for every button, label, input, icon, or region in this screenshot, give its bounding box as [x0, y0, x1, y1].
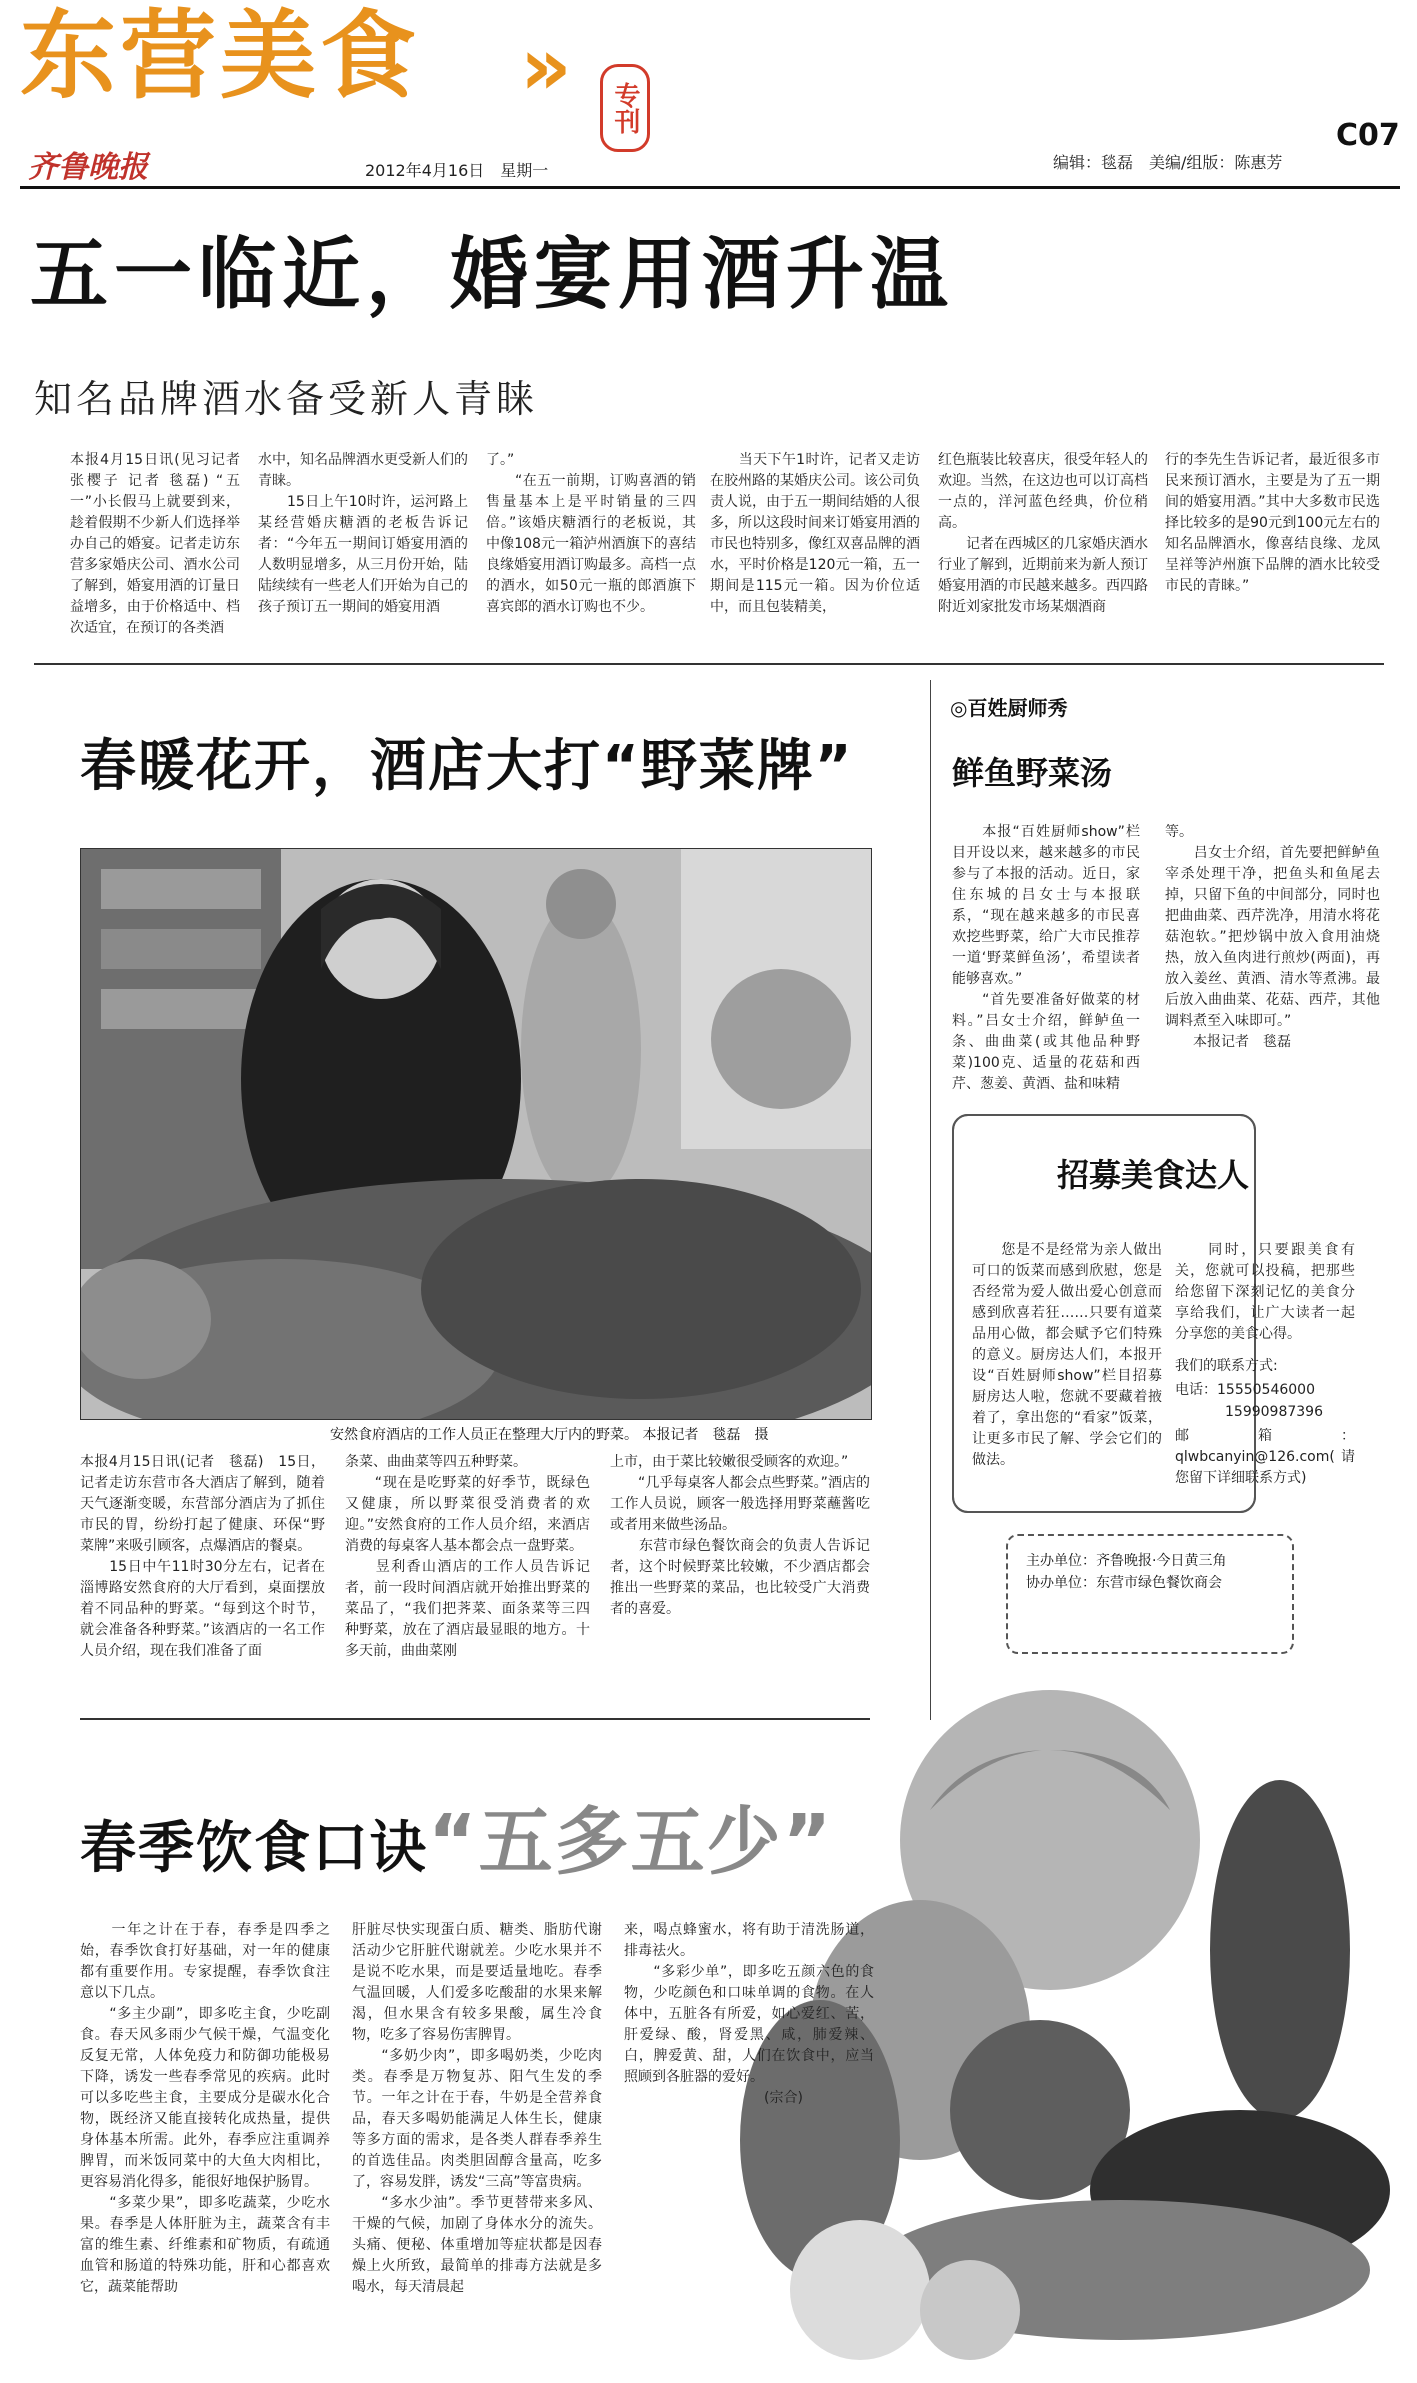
- cohost-unit: 协办单位：东营市绿色餐饮商会: [1026, 1575, 1222, 1591]
- contact-phone-1: 电话：15550546000: [1175, 1382, 1315, 1398]
- recruit-col-1: 您是不是经常为亲人做出可口的饭菜而感到欣慰，您是否经常为爱人做出爱心创意而感到欣喜若狂……只要有道菜品用心做，都会赋予它们特殊的意义。厨房达人们，本报开设“百姓厨师show”栏目招募厨房达人啦，您就不要藏着掖着了，拿出您的“看家”饭菜，让更多市民了解、学会它们的做法。: [972, 1242, 1162, 1468]
- second-headline: 春暖花开，酒店大打“野菜牌”: [80, 734, 854, 799]
- third-headline-emphasis: “五多五少”: [428, 1799, 834, 1885]
- lead-col-3: 了。” “在五一前期，订购喜酒的销售量基本上是平时销量的三四倍。”该婚庆糖酒行的老板说，其中像108元一箱泸州酒旗下的喜结良缘婚宴用酒订购最多。高档一点的酒水，如50元一瓶的郎酒旗下喜宾郎的酒水订购也不少。: [486, 452, 696, 615]
- masthead-guillemet: »: [520, 20, 572, 113]
- recruit-title: 招募美食达人: [1057, 1156, 1250, 1194]
- third-col-3: 来，喝点蜂蜜水，将有助于清洗肠道，排毒祛火。 “多彩少单”，即多吃五颜六色的食物，少吃颜色和口味单调的食物。在人体中，五脏各有所爱，如心爱红、苦，肝爱绿、酸，肾爱黑、咸，肺爱辣、白，脾爱黄、甜，人们在饮食中，应当照顾到各脏器的爱好。 (宗合): [624, 1922, 874, 2106]
- photo-illustration: [81, 849, 871, 1419]
- special-edition-tag: 专刊: [600, 64, 650, 152]
- photo-caption: 安然食府酒店的工作人员正在整理大厅内的野菜。 本报记者 毯磊 摄: [330, 1427, 769, 1443]
- header-rule: [20, 186, 1400, 189]
- recipe-col-1: 本报“百姓厨师show”栏目开设以来，越来越多的市民参与了本报的活动。近日，家住东城的吕女士与本报联系，“现在越来越多的市民喜欢挖些野菜，给广大市民推荐一道‘野菜鲜鱼汤’，希望读者能够喜欢。” “首先要准备好做菜的材料。”吕女士介绍，鲜鲈鱼一条、曲曲菜(或其他品种野菜)100克、适量的花菇和西芹、葱姜、黄酒、盐和味精: [952, 824, 1140, 1092]
- third-headline: [80, 1783, 833, 1889]
- recipe-title: 鲜鱼野菜汤: [952, 754, 1113, 792]
- third-col-2: 肝脏尽快实现蛋白质、糖类、脂肪代谢活动少它肝脏代谢就差。少吃水果并不是说不吃水果，而是要适量地吃。春季气温回暖，人们爱多吃酸甜的水果来解渴，但水果含有较多果酸，属生冷食物，吃多了容易伤害脾胃。 “多奶少肉”，即多喝奶类，少吃肉类。春季是万物复苏、阳气生发的季节。一年之计在于春，牛奶是全营养食品，春天多喝奶能满足人体生长，健康等多方面的需求，是各类人群春季养生的首选佳品。肉类胆固醇含量高，吃多了，容易发胖，诱发“三高”等富贵病。 “多水少油”。季节更替带来多风、干燥的气候，加剧了身体水分的流失。头痛、便秘、体重增加等症状都是因春燥上火所致，最简单的排毒方法就是多喝水，每天清晨起: [352, 1922, 602, 2295]
- sponsor-box: [1006, 1534, 1294, 1654]
- recruit-col-2: 同时，只要跟美食有关，您就可以投稿，把那些给您留下深刻记忆的美食分享给我们，让广大读者一起分享您的美食心得。: [1175, 1242, 1355, 1342]
- wild-vegetable-photo: [80, 848, 872, 1420]
- column-divider: [930, 680, 931, 1720]
- lead-col-4: 当天下午1时许，记者又走访在胶州路的某婚庆公司。该公司负责人说，由于五一期间结婚的人很多，所以这段时间来订婚宴用酒的市民也特别多，像红双喜品牌的酒水，平时价格是120元一箱，五一期间是115元一箱。因为价位适中，而且包装精美，: [710, 452, 920, 615]
- lead-col-5: 红色瓶装比较喜庆，很受年轻人的欢迎。当然，在这边也可以订高档一点的，洋河蓝色经典，价位稍高。 记者在西城区的几家婚庆酒水行业了解到，近期前来为新人预订婚宴用酒的市民越来越多。西四路附近刘家批发市场某烟酒商: [938, 452, 1148, 615]
- lead-headline: 五一临近，婚宴用酒升温: [30, 230, 955, 320]
- host-unit: 主办单位：齐鲁晚报·今日黄三角: [1026, 1553, 1227, 1569]
- chef-show-tag: ◎百姓厨师秀: [950, 696, 1068, 720]
- lead-bottom-rule: [34, 663, 1384, 665]
- lead-col-2: 水中，知名品牌酒水更受新人们的青睐。 15日上午10时许，运河路上某经营婚庆糖酒的老板告诉记者：“今年五一期间订婚宴用酒的人数明显增多，从三月份开始，陆陆续续有一些老人们开始为自己的孩子预订五一期间的婚宴用酒: [258, 452, 468, 615]
- lead-col-1: 本报4月15日讯(见习记者 张樱子 记者 毯磊) “五一”小长假马上就要到来，趁着假期不少新人们选择举办自己的婚宴。记者走访东营多家婚庆公司、酒水公司了解到，婚宴用酒的订量日益增多，由于价格适中、档次适宜，在预订的各类酒: [70, 452, 240, 636]
- contact-email: 邮箱：qlwbcanyin@126.com(请您留下详细联系方式): [1175, 1428, 1355, 1486]
- second-col-3: 上市，由于菜比较嫩很受顾客的欢迎。” “几乎每桌客人都会点些野菜。”酒店的工作人员说，顾客一般选择用野菜蘸酱吃或者用来做些汤品。 东营市绿色餐饮商会的负责人告诉记者，这个时候野菜比较嫩，不少酒店都会推出一些野菜的菜品，也比较受广大消费者的喜爱。: [610, 1454, 870, 1617]
- contact-phone-2: 15990987396: [1225, 1404, 1323, 1420]
- newspaper-logo: 齐鲁晚报: [28, 150, 148, 185]
- recipe-col-2: 等。 吕女士介绍，首先要把鲜鲈鱼宰杀处理干净，把鱼头和鱼尾去掉，只留下鱼的中间部分，同时也把曲曲菜、西芹洗净，用清水将花菇泡软。”把炒锅中放入食用油烧热，放入鱼肉进行煎炒(两面)，再放入姜丝、黄酒、清水等煮沸。最后放入曲曲菜、花菇、西芹，其他调料煮至入味即可。” 本报记者 毯磊: [1165, 824, 1380, 1050]
- editor-credit: 编辑：毯磊 美编/组版：陈惠芳: [1053, 153, 1283, 172]
- lead-col-6: 行的李先生告诉记者，最近很多市民来预订酒水，主要是为了五一期间的婚宴用酒。”其中大多数市民选择比较多的是90元到100元左右的知名品牌酒水，像喜结良缘、龙凤呈祥等泸州旗下品牌的酒水比较受市民的青睐。”: [1165, 452, 1380, 594]
- second-col-2: 条菜、曲曲菜等四五种野菜。 “现在是吃野菜的好季节，既绿色又健康，所以野菜很受消费者的欢迎。”安然食府的工作人员介绍，来酒店消费的每桌客人基本都会点一盘野菜。 昱利香山酒店的工作人员告诉记者，前一段时间酒店就开始推出野菜的菜品了，“我们把荠菜、面条菜等三四种野菜，放在了酒店最显眼的地方。十多天前，曲曲菜刚: [345, 1454, 590, 1659]
- contact-title: 我们的联系方式:: [1175, 1358, 1278, 1374]
- second-col-1: 本报4月15日讯(记者 毯磊) 15日，记者走访东营市各大酒店了解到，随着天气逐渐变暖，东营部分酒店为了抓住市民的胃，纷纷打起了健康、环保“野菜牌”来吸引顾客，点爆酒店的餐桌。 15日中午11时30分左右，记者在淄博路安然食府的大厅看到，桌面摆放着不同品种的野菜。“每到这个时节，就会准备各种野菜。”该酒店的一名工作人员介绍，现在我们准备了面: [80, 1454, 325, 1659]
- third-headline-main: 春季饮食口诀: [80, 1816, 428, 1881]
- lead-subheadline: 知名品牌酒水备受新人青睐: [34, 377, 539, 421]
- section-masthead: 东营美食: [20, 0, 420, 112]
- third-col-1: 一年之计在于春，春季是四季之始，春季饮食打好基础，对一年的健康都有重要作用。专家提醒，春季饮食注意以下几点。 “多主少副”，即多吃主食，少吃副食。春天风多雨少气候干燥，气温变化反复无常，人体免疫力和防御功能极易下降，诱发一些春季常见的疾病。此时可以多吃些主食，主要成分是碳水化合物，既经济又能直接转化成热量，提供身体基本所需。此外，春季应注重调养脾胃，而米饭同菜中的大鱼大肉相比，更容易消化得多，能很好地保护肠胃。 “多菜少果”，即多吃蔬菜，少吃水果。春季是人体肝脏为主，蔬菜含有丰富的维生素、纤维素和矿物质，有疏通血管和肠道的特殊功能，肝和心都喜欢它，蔬菜能帮助: [80, 1922, 330, 2295]
- page-number: C07: [1336, 118, 1400, 153]
- issue-date: 2012年4月16日 星期一: [365, 161, 549, 180]
